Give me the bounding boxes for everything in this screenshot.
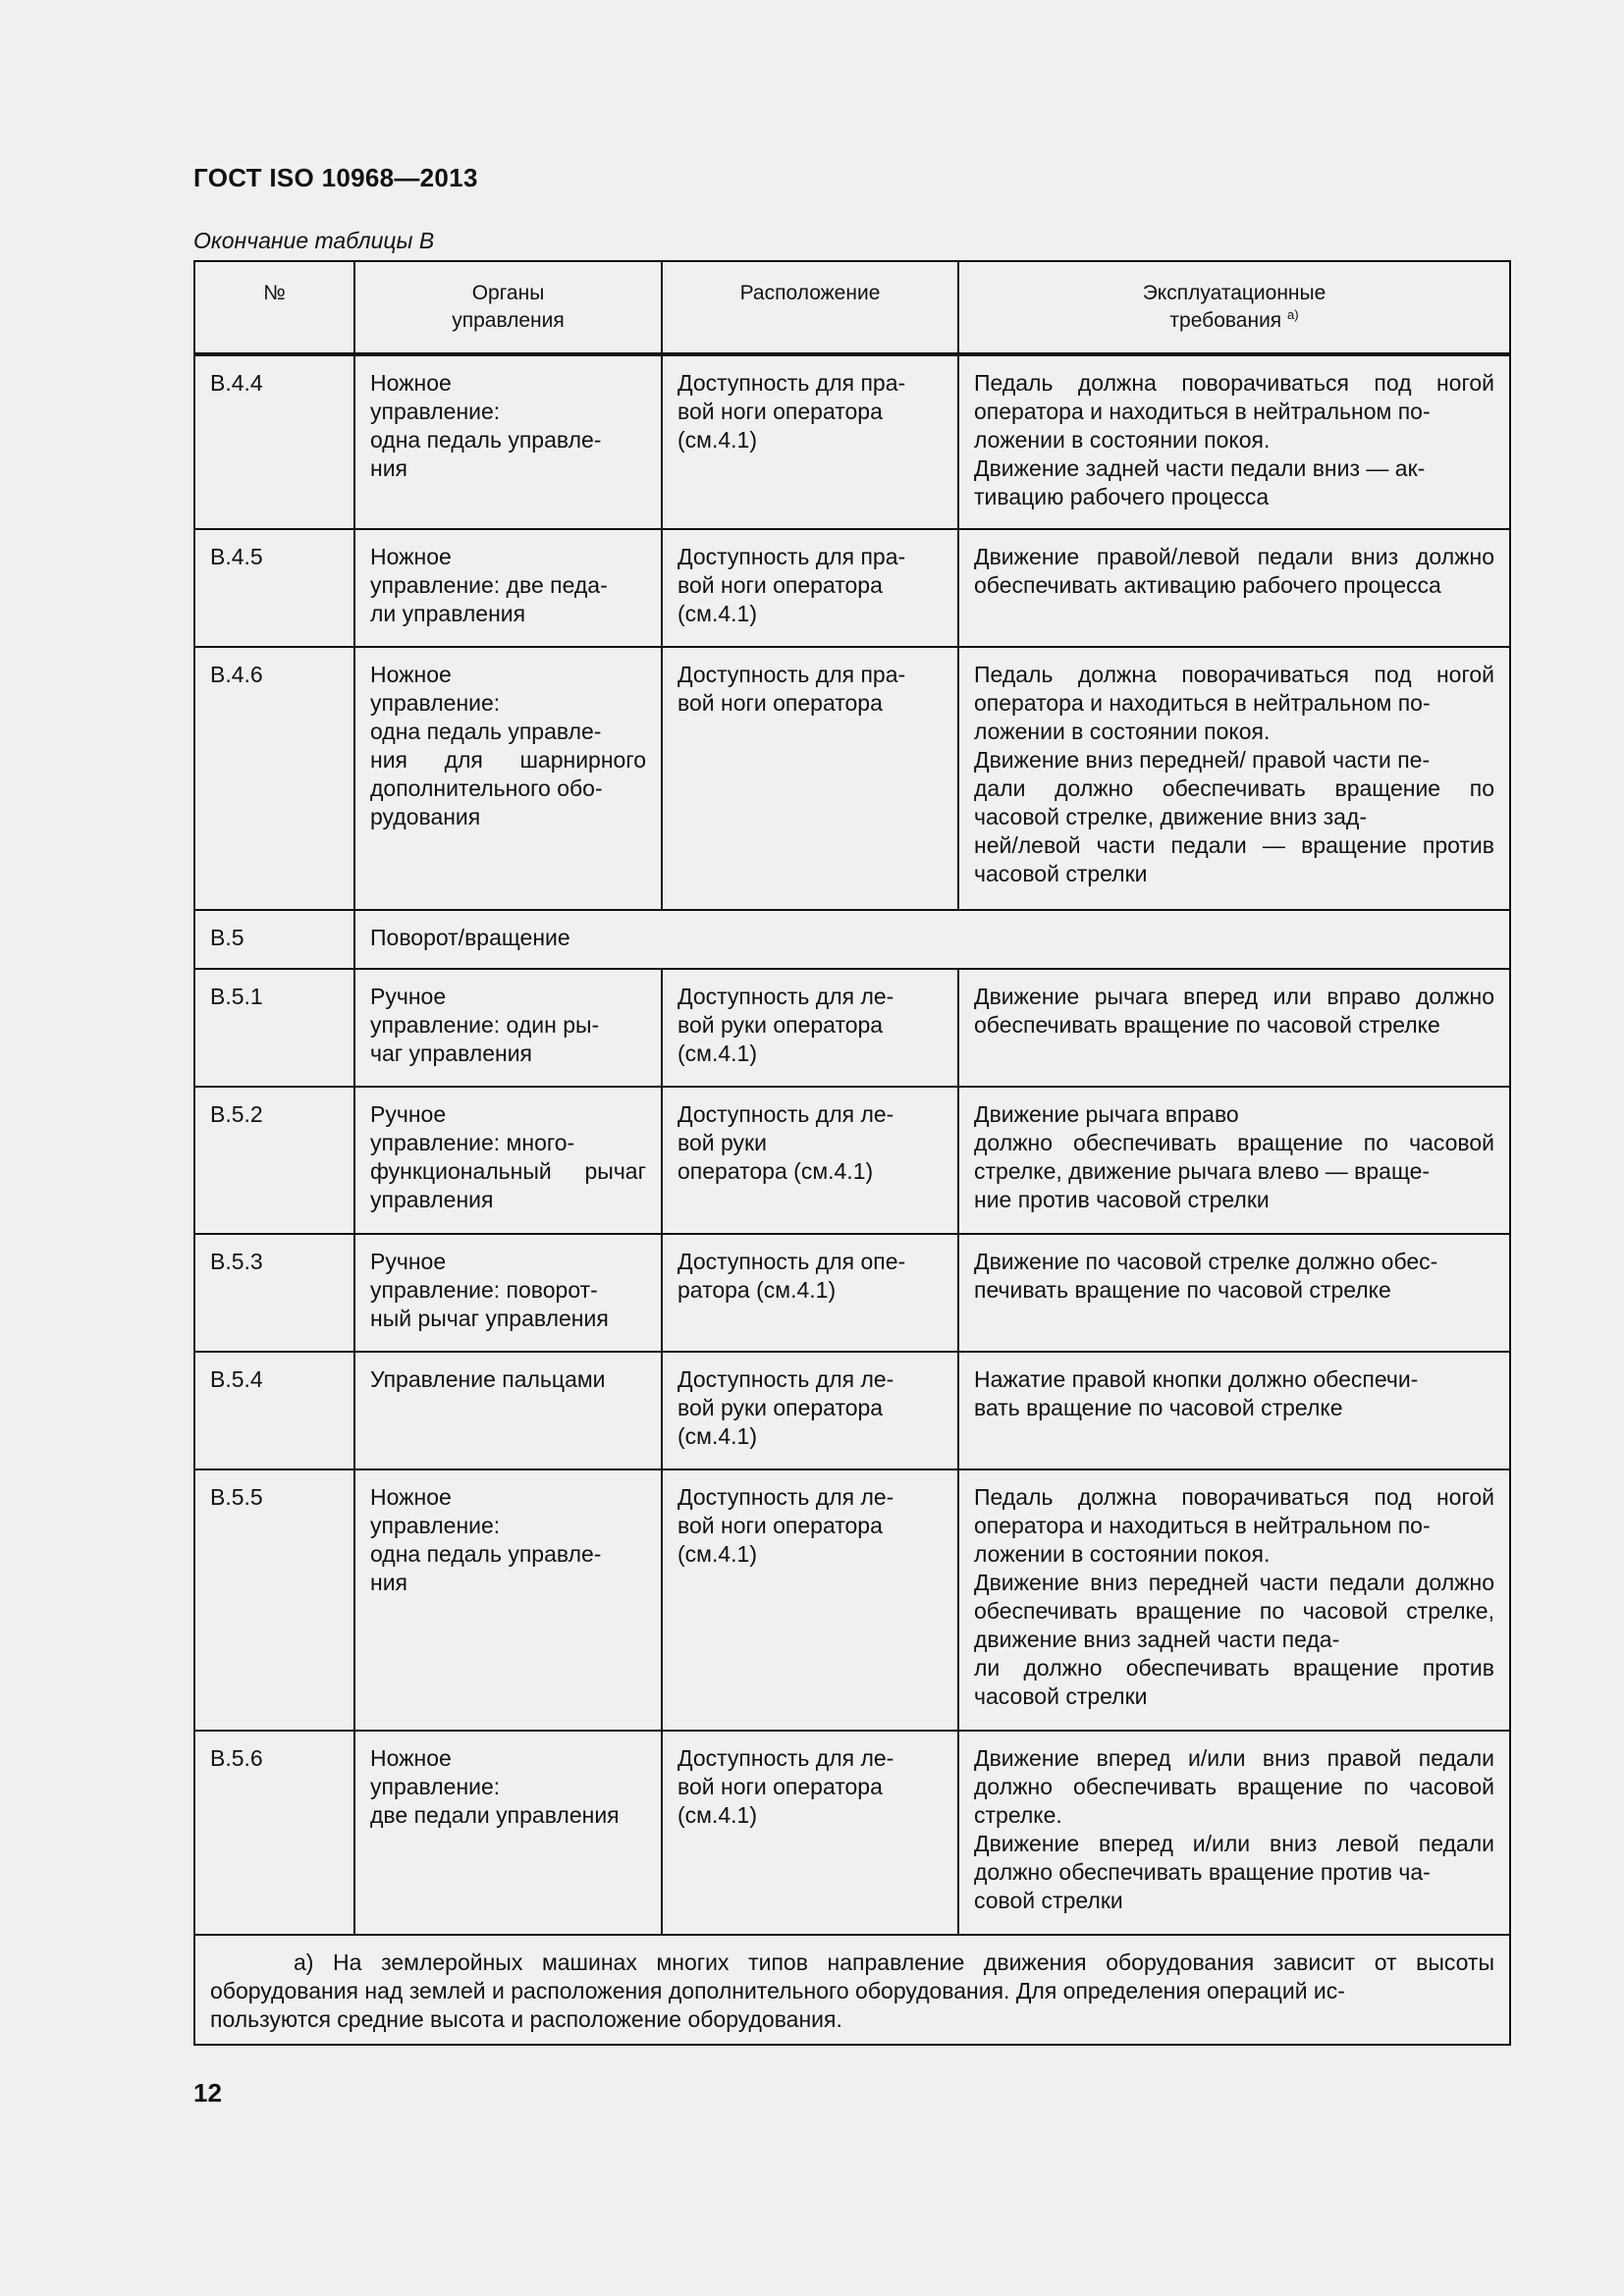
row-location: Доступность для опе- ратора (см.4.1) [662, 1234, 958, 1352]
table-row [194, 1352, 1510, 1469]
table-row [194, 354, 1510, 529]
table-caption: Окончание таблицы В [193, 228, 435, 253]
row-number: В.5.2 [194, 1087, 354, 1234]
table-row [194, 969, 1510, 1087]
row-control: Ручное управление: поворот- ный рычаг управления [354, 1234, 662, 1352]
controls-table [193, 260, 1511, 2046]
row-location: Доступность для ле- вой ноги оператора (см.4.1) [662, 1731, 958, 1935]
row-location: Доступность для ле- вой руки оператора (см.4.1) [662, 1087, 958, 1234]
table-row [194, 1234, 1510, 1352]
row-control: Ножное управление: две педа- ли управления [354, 529, 662, 647]
header-number [194, 261, 354, 354]
row-location: Доступность для ле- вой руки оператора (см.4.1) [662, 969, 958, 1087]
table-footnote: а) На землеройных машинах многих типов направление движения оборудования зависит от высоты оборудования над землей и расположения дополнительного оборудования. Для определения операций ис- пользуются средние высота и расположение оборудования. [194, 1935, 1510, 2045]
row-control: Ножное управление: одна педаль управле- ния для шарнирного дополнительного обо- рудования [354, 647, 662, 910]
row-control: Управление пальцами [354, 1352, 662, 1469]
page-number: 12 [193, 2078, 222, 2108]
row-location: Доступность для пра- вой ноги оператора (см.4.1) [662, 529, 958, 647]
row-requirement: Движение по часовой стрелке должно обес- печивать вращение по часовой стрелке [958, 1234, 1510, 1352]
row-number: В.4.5 [194, 529, 354, 647]
row-control: Ручное управление: много- функциональный рычаг управления [354, 1087, 662, 1234]
header-number-label: № [263, 282, 286, 304]
section-title: Поворот/вращение [354, 910, 1510, 969]
row-control: Ножное управление: одна педаль управле- ния [354, 354, 662, 529]
table-row [194, 1087, 1510, 1234]
header-location [662, 261, 958, 354]
header-controls-line2: управления [452, 309, 565, 332]
row-requirement: Движение вперед и/или вниз правой педали должно обеспечивать вращение по часовой стрелке. Движение вперед и/или вниз левой педали должно обеспечивать вращение против ча- совой стрелки [958, 1731, 1510, 1935]
row-number: В.4.6 [194, 647, 354, 910]
table-row [194, 529, 1510, 647]
header-requirements [958, 261, 1510, 354]
table-row [194, 647, 1510, 910]
row-requirement: Движение рычага вправо должно обеспечивать вращение по часовой стрелке, движение рычага влево — враще- ние против часовой стрелки [958, 1087, 1510, 1234]
row-location: Доступность для ле- вой ноги оператора (см.4.1) [662, 1469, 958, 1731]
footnote-row [194, 1935, 1510, 2045]
row-number: В.5.3 [194, 1234, 354, 1352]
header-controls-line1: Органы [471, 282, 545, 304]
header-requirements-line1: Эксплуатационные [1142, 282, 1326, 304]
row-control: Ножное управление: две педали управления [354, 1731, 662, 1935]
row-requirement: Педаль должна поворачиваться под ногой оператора и находиться в нейтральном по- ложении в состоянии покоя. Движение вниз передней/ правой части пе- дали должно обеспечивать вращение по часовой стрелке, движение вниз зад- ней/левой части педали — вращение против часовой стрелки [958, 647, 1510, 910]
row-number: В.5.5 [194, 1469, 354, 1731]
row-requirement: Педаль должна поворачиваться под ногой оператора и находиться в нейтральном по- ложении в состоянии покоя. Движение вниз передней части педали должно обеспечивать вращение по часовой стрелке, движение вниз задней части педа- ли должно обеспечивать вращение против часовой стрелки [958, 1469, 1510, 1731]
section-number: В.5 [194, 910, 354, 969]
row-requirement: Педаль должна поворачиваться под ногой оператора и находиться в нейтральном по- ложении в состоянии покоя. Движение задней части педали вниз — ак- тивацию рабочего процесса [958, 354, 1510, 529]
row-number: В.5.4 [194, 1352, 354, 1469]
table-row [194, 1469, 1510, 1731]
header-location-label: Расположение [739, 282, 881, 304]
row-location: Доступность для пра- вой ноги оператора (см.4.1) [662, 354, 958, 529]
row-requirement: Движение рычага вперед или вправо должно обеспечивать вращение по часовой стрелке [958, 969, 1510, 1087]
table-header-row [194, 261, 1510, 354]
footnote-marker: а) [1287, 307, 1299, 322]
row-location: Доступность для ле- вой руки оператора (см.4.1) [662, 1352, 958, 1469]
document-title: ГОСТ ISO 10968—2013 [193, 163, 478, 192]
row-control: Ножное управление: одна педаль управле- ния [354, 1469, 662, 1731]
section-row [194, 910, 1510, 969]
header-requirements-line2: требования [1169, 309, 1282, 332]
row-location: Доступность для пра- вой ноги оператора [662, 647, 958, 910]
row-requirement: Нажатие правой кнопки должно обеспечи- вать вращение по часовой стрелке [958, 1352, 1510, 1469]
row-number: В.5.6 [194, 1731, 354, 1935]
row-control: Ручное управление: один ры- чаг управления [354, 969, 662, 1087]
row-requirement: Движение правой/левой педали вниз должно обеспечивать активацию рабочего процесса [958, 529, 1510, 647]
table-row [194, 1731, 1510, 1935]
row-number: В.5.1 [194, 969, 354, 1087]
row-number: В.4.4 [194, 354, 354, 529]
header-controls [354, 261, 662, 354]
